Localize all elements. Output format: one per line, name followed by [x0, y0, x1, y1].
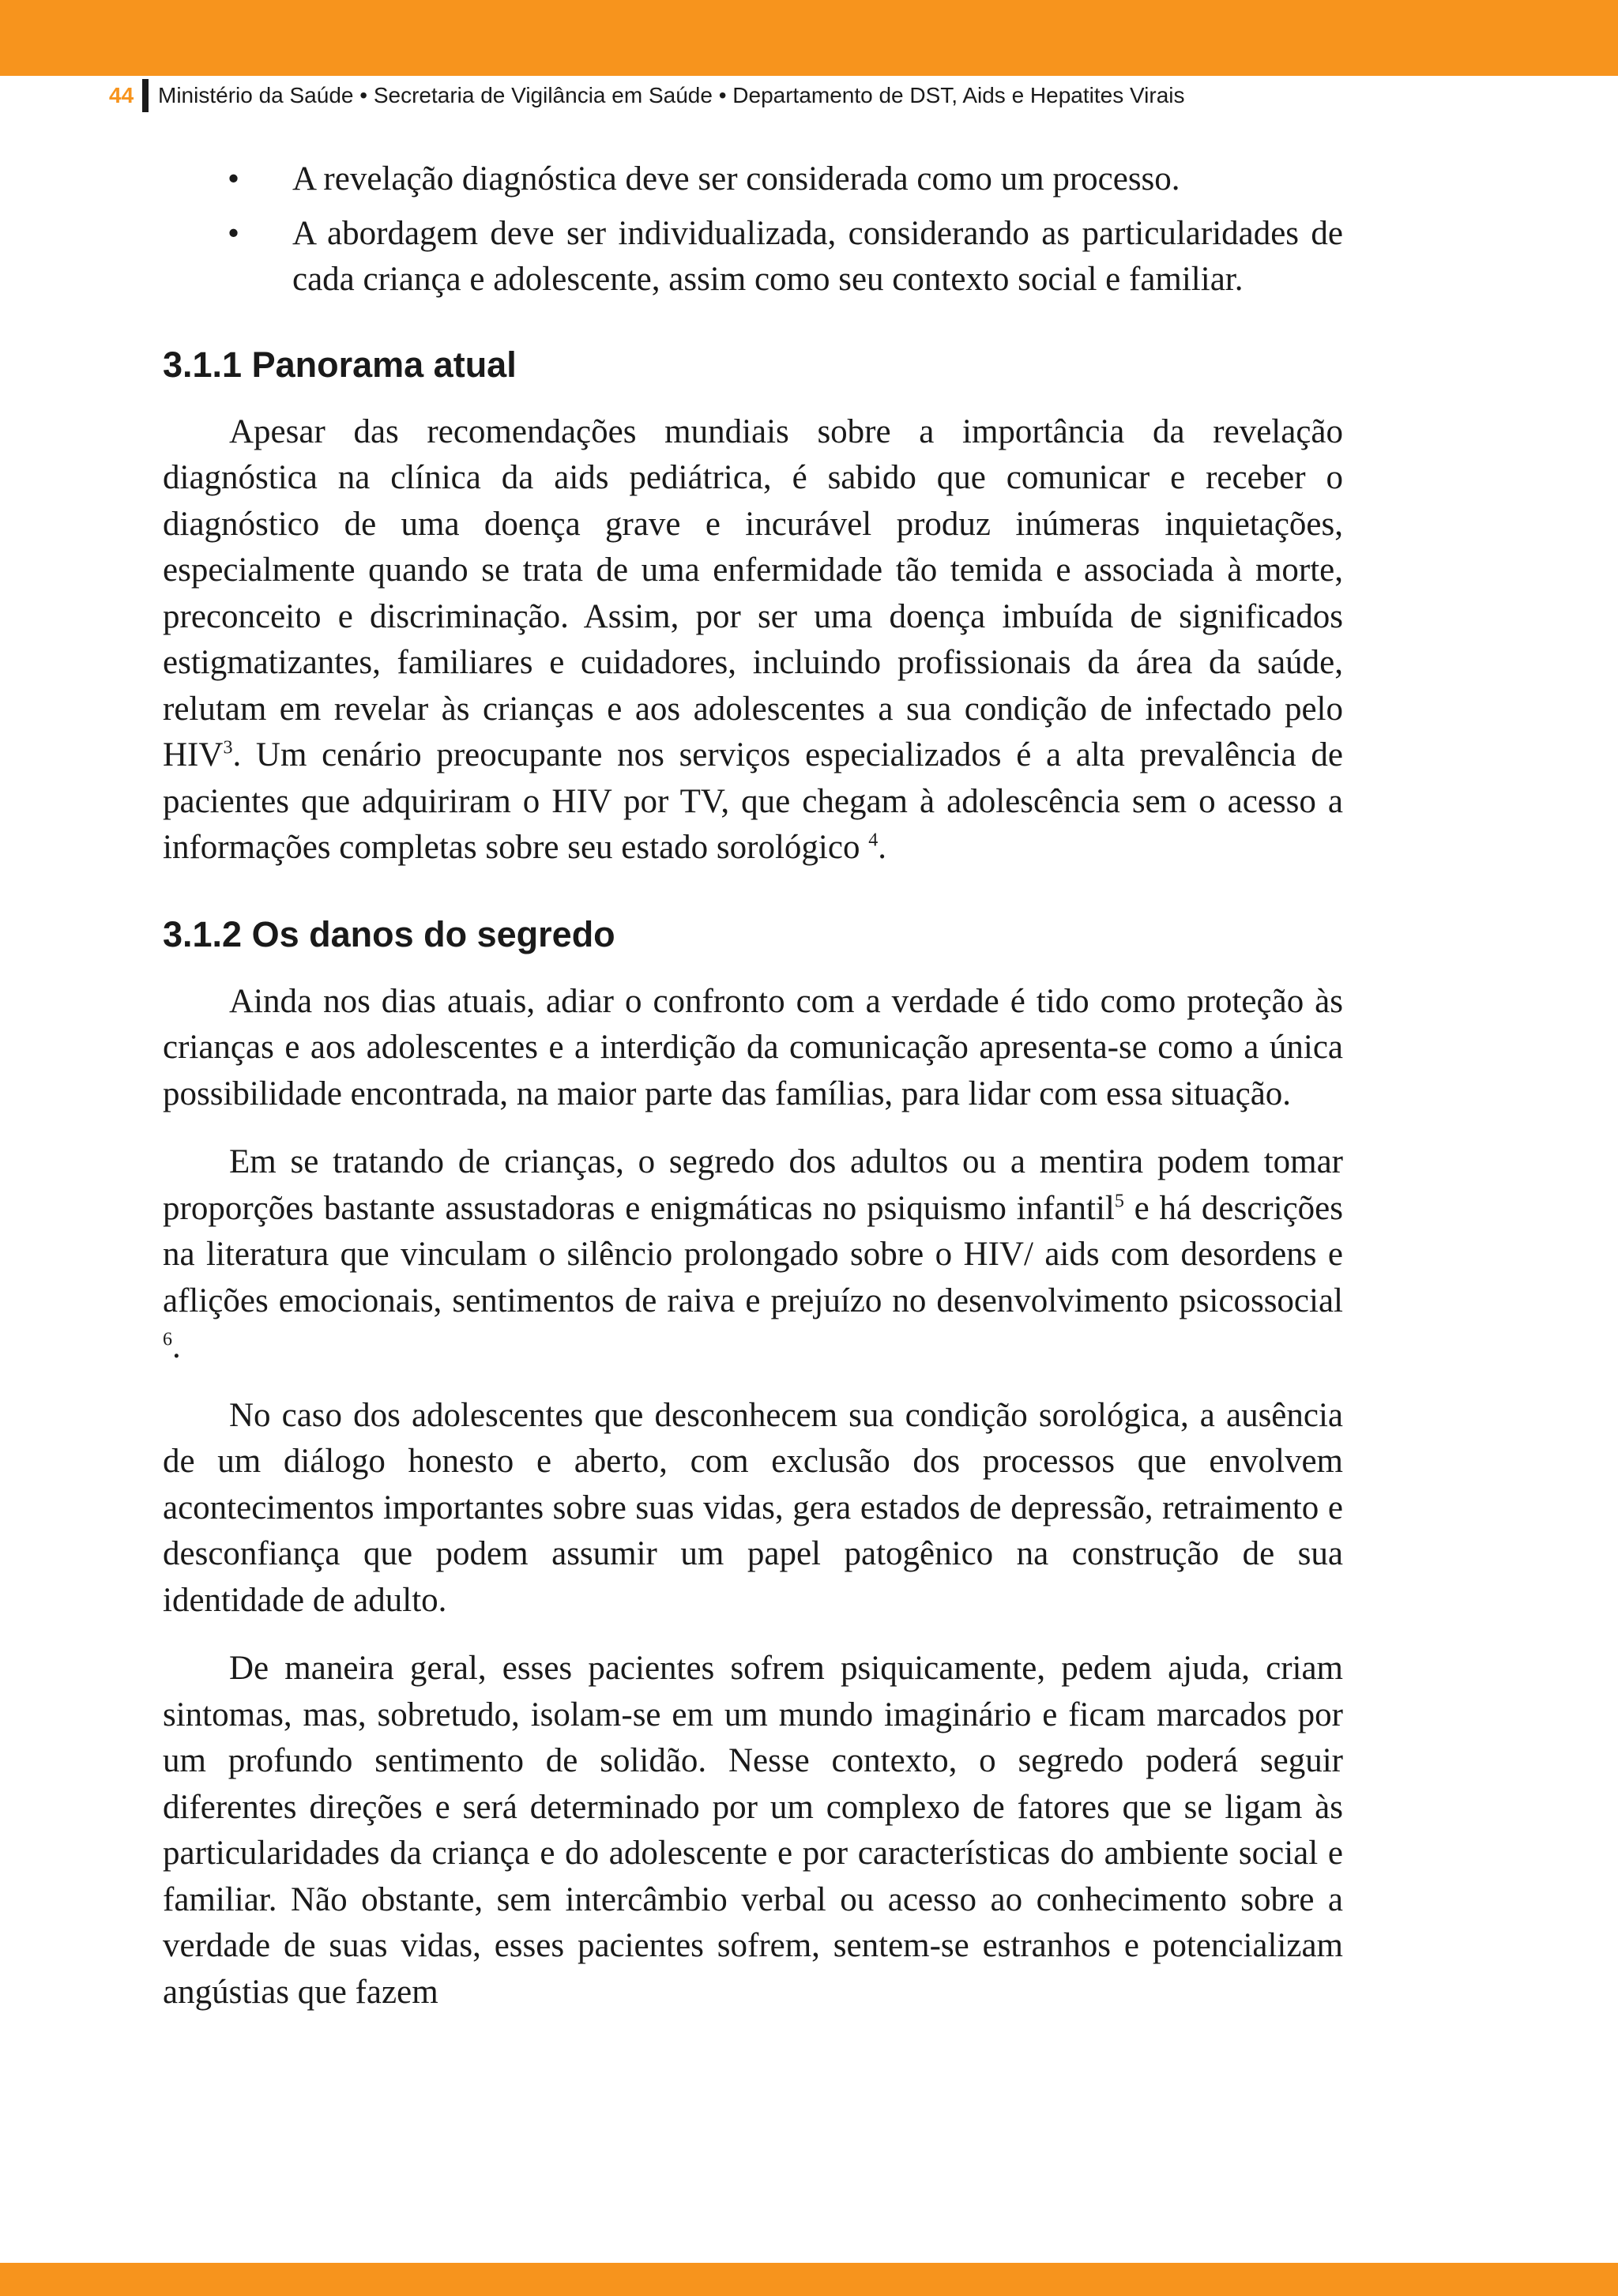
- paragraph-danos-2: [163, 1139, 1343, 1371]
- page-number: 44: [109, 83, 134, 107]
- footnote-ref: 4: [868, 830, 879, 851]
- paragraph-danos-4: De maneira geral, esses pacientes sofrem psiquicamente, pedem ajuda, criam sintomas, mas, sobretudo, isolam-se em um mundo imaginário e ficam marcados por um profundo sentimento de solidão. Nesse contexto, o segredo poderá seguir diferentes direções e será determinado por um complexo de fatores que se ligam às particularidades da criança e do adolescente e por características do ambiente social e familiar. Não obstante, sem intercâmbio verbal ou acesso ao conhecimento sobre a verdade de suas vidas, esses pacientes sofrem, sentem-se estranhos e potencializam angústias que fazem: [163, 1650, 1343, 2011]
- header-divider: [142, 79, 149, 112]
- paragraph-text: .: [878, 829, 886, 866]
- footnote-ref: 6: [163, 1329, 172, 1350]
- paragraph-danos-3: No caso dos adolescentes que desconhecem sua condição sorológica, a ausência de um diálogo honesto e aberto, com exclusão dos processos que envolvem acontecimentos importantes sobre suas vidas, gera estados de depressão, retraimento e desconfiança que podem assumir um papel patogênico na construção de sua identidade de adulto.: [163, 1396, 1343, 1619]
- page-content: [163, 156, 1343, 2038]
- running-header: [109, 77, 1531, 114]
- bullet-list: [163, 156, 1343, 303]
- bullet-icon: •: [228, 160, 240, 198]
- bullet-text: A revelação diagnóstica deve ser considerada como um processo.: [292, 160, 1180, 198]
- paragraph-danos-1: Ainda nos dias atuais, adiar o confronto com a verdade é tido como proteção às crianças e aos adolescentes e a interdição da comunicação apresenta-se como a única possibilidade encontrada, na maior parte das famílias, para lidar com essa situação.: [163, 982, 1343, 1112]
- bullet-item: [0, 156, 1343, 203]
- top-color-band: [0, 0, 1618, 76]
- bullet-item: [0, 211, 1343, 303]
- paragraph-text: Em se tratando de crianças, o segredo dos adultos ou a mentira podem tomar proporções bastante assustadoras e enigmáticas no psiquismo infantil: [163, 1143, 1343, 1227]
- section-title-danos: 3.1.2 Os danos do segredo: [163, 913, 615, 954]
- paragraph-text: Apesar das recomendações mundiais sobre a importância da revelação diagnóstica na clínica da aids pediátrica, é sabido que comunicar e receber o diagnóstico de uma doença grave e incurável produz inúmeras inquietações, especialmente quando se trata de uma enfermidade tão temida e associada à morte, preconceito e discriminação. Assim, por ser uma doença imbuída de significados estigmatizantes, familiares e cuidadores, incluindo profissionais da área da saúde, relutam em revelar às crianças e aos adolescentes a sua condição de infectado pelo HIV: [163, 412, 1343, 773]
- section-title-panorama: 3.1.1 Panorama atual: [163, 344, 517, 385]
- paragraph-text: e há descrições na literatura que vinculam o silêncio prolongado sobre o HIV/ aids com desordens e aflições emocionais, sentimentos de raiva e prejuízo no desenvolvimento psicossocial: [163, 1189, 1343, 1319]
- bullet-icon: •: [228, 214, 240, 252]
- bottom-color-band: [0, 2263, 1618, 2296]
- footnote-ref: 3: [223, 737, 233, 758]
- bullet-text: A abordagem deve ser individualizada, considerando as particularidades de cada criança e adolescente, assim como seu contexto social e familiar.: [292, 214, 1343, 298]
- footnote-ref: 5: [1114, 1191, 1124, 1212]
- paragraph-text: .: [172, 1328, 181, 1365]
- running-title: Ministério da Saúde • Secretaria de Vigilância em Saúde • Departamento de DST, Aids e Hepatites Virais: [158, 83, 1185, 107]
- paragraph-panorama: [163, 409, 1343, 871]
- paragraph-text: . Um cenário preocupante nos serviços especializados é a alta prevalência de pacientes que adquiriram o HIV por TV, que chegam à adolescência sem o acesso a informações completas sobre seu estado sorológico: [163, 736, 1343, 866]
